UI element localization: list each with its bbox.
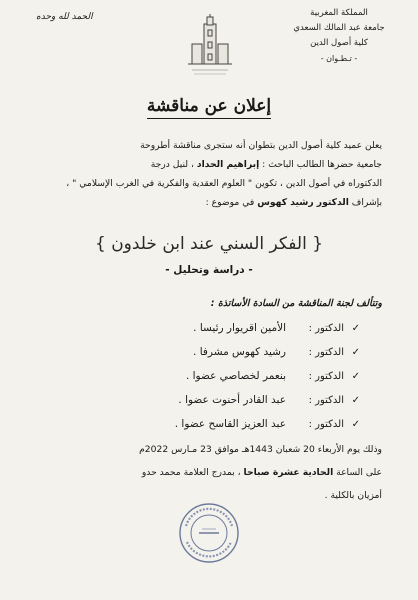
committee-member: [40, 394, 360, 418]
supervisor-name: الدكتور رشيد كهوس: [257, 197, 349, 208]
announcement-line-2: جامعية حضرها الطالب الباحث : إبراهيم الحداد ، لنيل درجة: [150, 159, 382, 170]
bullet-icon: ✓: [351, 419, 360, 430]
member-name: عبد القادر أحنوت عضوا .: [178, 394, 286, 406]
hamd-note: الحمد لله وحده: [36, 12, 93, 22]
member-role: الدكتور :: [308, 323, 344, 334]
university-tower-logo-icon: [184, 14, 236, 80]
faculty-stamp-icon: [178, 502, 240, 564]
announcement-line-3: الدكتوراه في أصول الدين ، تكوين " العلوم العقدية والفكرية في الغرب الإسلامي " ،: [66, 178, 382, 189]
closing-line-1: وذلك يوم الأربعاء 20 شعبان 1443هـ موافق 23 مـارس 2022م: [139, 444, 382, 455]
committee-list: [40, 322, 360, 442]
university-header: [274, 6, 404, 66]
bullet-icon: ✓: [351, 395, 360, 406]
member-role: الدكتور :: [308, 419, 344, 430]
bullet-icon: ✓: [351, 347, 360, 358]
thesis-title: { الفكر السني عند ابن خلدون }: [94, 234, 324, 254]
member-role: الدكتور :: [308, 395, 344, 406]
committee-member: [40, 346, 360, 370]
faculty-line: كلية أصول الدين: [310, 38, 368, 48]
student-name: إبراهيم الحداد: [196, 159, 260, 170]
closing-line-2: على الساعة الحادية عشرة صباحا ، بمدرج العلامة محمد حدو: [141, 467, 382, 478]
kingdom-line: المملكة المغربية: [310, 8, 368, 18]
thesis-subtitle: - دراسة وتحليل -: [165, 264, 253, 276]
committee-heading: وتتألف لجنة المناقشة من السادة الأساتذة :: [210, 298, 382, 309]
logo-caption: [192, 70, 228, 74]
member-name: عبد العزيز القاسح عضوا .: [174, 418, 286, 430]
member-name: بنعمر لخصاصي عضوا .: [185, 370, 286, 382]
announcement-body: [34, 136, 382, 212]
member-name: الأمين اقريوار رئيسا .: [193, 322, 286, 334]
committee-member: [40, 370, 360, 394]
closing-paragraph: [30, 438, 382, 507]
bullet-icon: ✓: [351, 323, 360, 334]
member-role: الدكتور :: [308, 371, 344, 382]
university-line: جامعة عبد المالك السعدي: [293, 23, 385, 33]
announcement-title: إعلان عن مناقشة: [0, 96, 418, 116]
city-line: - تـطـوان -: [320, 54, 358, 63]
closing-line-3: أمزيان بالكلية .: [324, 490, 382, 501]
member-name: رشيد كهوس مشرفا .: [193, 346, 286, 358]
bullet-icon: ✓: [351, 371, 360, 382]
defense-time: الحادية عشرة صباحا: [243, 467, 334, 478]
announcement-line-1: يعلن عميد كلية أصول الدين بتطوان أنه ستجرى مناقشة أطروحة: [140, 140, 382, 151]
announcement-line-4: بإشراف الدكتور رشيد كهوس في موضوع :: [205, 197, 382, 208]
member-role: الدكتور :: [308, 347, 344, 358]
committee-member: [40, 322, 360, 346]
